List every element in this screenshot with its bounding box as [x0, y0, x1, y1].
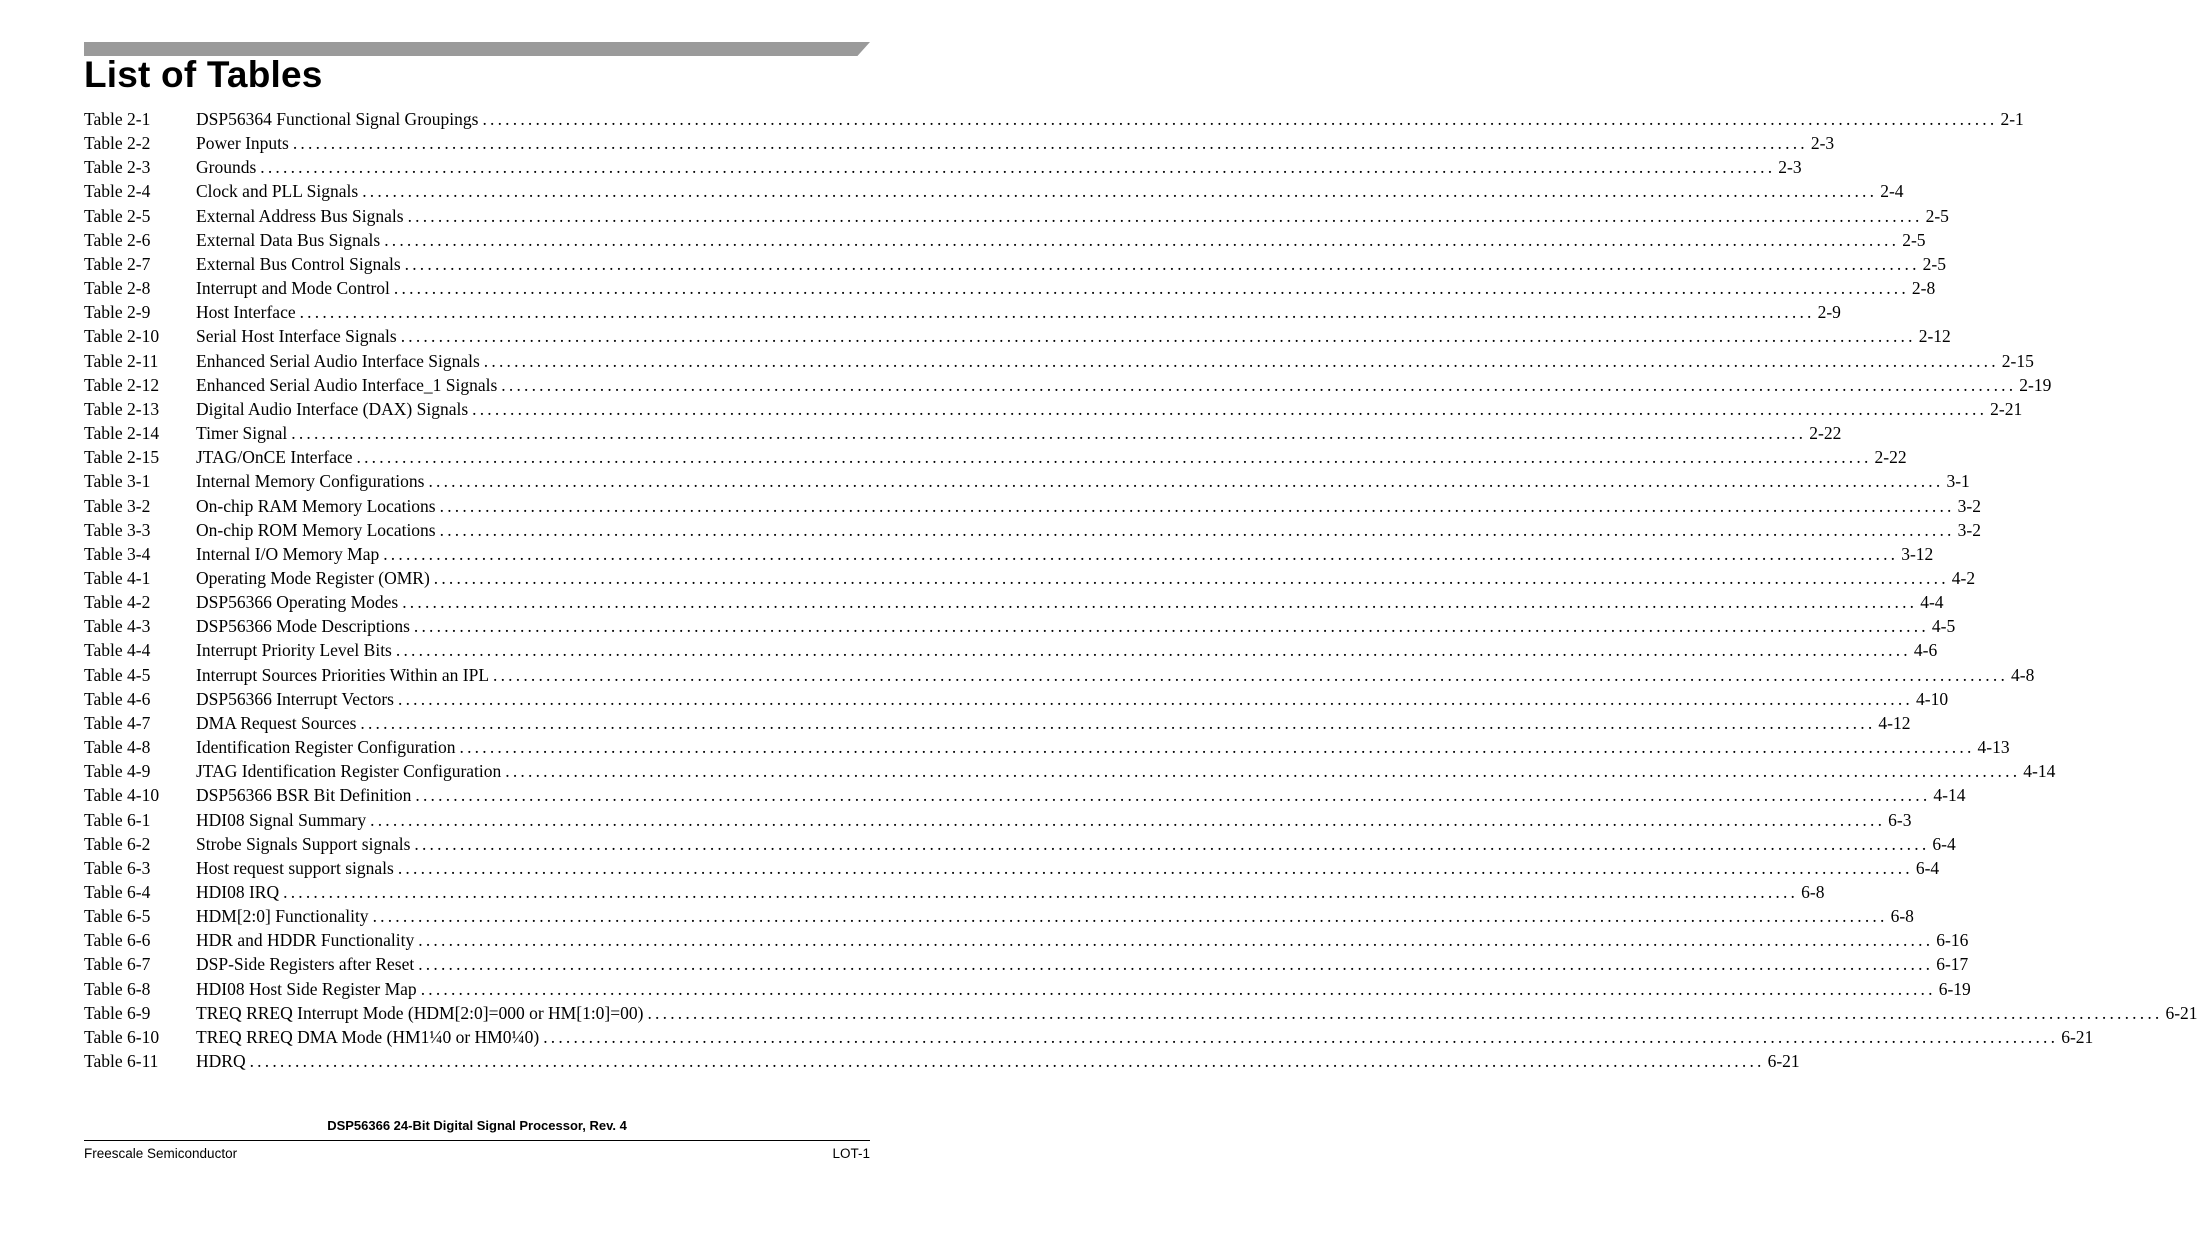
toc-entry-page: 3-12: [1901, 543, 1934, 564]
toc-entry-page: 4-5: [1931, 616, 1956, 637]
toc-entry-page: 4-10: [1916, 688, 1949, 709]
toc-entry-page: 6-21: [2061, 1026, 2094, 1047]
document-title: DSP56366 24-Bit Digital Signal Processor, Rev. 4: [327, 1118, 627, 1133]
toc-entry[interactable]: [84, 856, 1940, 880]
toc-entry[interactable]: [84, 735, 2010, 759]
toc-entry[interactable]: [84, 928, 1969, 952]
toc-entry[interactable]: [84, 421, 1842, 445]
dot-leader: ........................................................................................................................................................................................................: [372, 906, 1888, 927]
dot-leader: ........................................................................................................................................................................................................: [433, 567, 1949, 588]
toc-entry-page: 4-4: [1920, 592, 1944, 613]
toc-entry-page: 2-5: [1922, 253, 1946, 274]
toc-entry-title: Serial Host Interface Signals: [196, 326, 397, 347]
toc-entry-page: 3-2: [1957, 519, 1981, 540]
toc-entry[interactable]: [84, 566, 1976, 590]
toc-entry[interactable]: [84, 494, 1981, 518]
toc-entry-number: Table 2-8: [84, 278, 151, 299]
toc-entry-number: Table 3-4: [84, 543, 151, 564]
toc-entry-page: 4-13: [1977, 737, 2010, 758]
dot-leader: ........................................................................................................................................................................................................: [398, 688, 1913, 709]
toc-entry-title: Operating Mode Register (OMR): [196, 567, 430, 588]
footer-rule: [84, 1140, 870, 1141]
toc-entry-title: DSP56366 BSR Bit Definition: [196, 785, 412, 806]
toc-entry[interactable]: [84, 783, 1966, 807]
toc-entry[interactable]: [84, 324, 1951, 348]
dot-leader: ........................................................................................................................................................................................................: [384, 229, 1900, 250]
toc-entry-number: Table 4-8: [84, 737, 151, 758]
dot-leader: ........................................................................................................................................................................................................: [483, 350, 1999, 371]
toc-entry[interactable]: [84, 808, 1912, 832]
dot-leader: ........................................................................................................................................................................................................: [418, 954, 1934, 975]
toc-entry-number: Table 2-6: [84, 229, 151, 250]
toc-entry-number: Table 6-1: [84, 809, 151, 830]
toc-entry[interactable]: [84, 1025, 2094, 1049]
toc-entry-title: HDI08 IRQ: [196, 882, 280, 902]
toc-entry-page: 2-8: [1911, 278, 1936, 299]
dot-leader: ........................................................................................................................................................................................................: [420, 978, 1936, 999]
toc-entry-title: External Data Bus Signals: [196, 229, 381, 250]
dot-leader: ........................................................................................................................................................................................................: [543, 1026, 2059, 1047]
page-number: LOT-1: [832, 1146, 870, 1161]
toc-entry-title: TREQ RREQ Interrupt Mode (HDM[2:0]=000 or HM[1:0]=00): [196, 1002, 644, 1023]
toc-entry-page: 6-16: [1936, 930, 1969, 951]
toc-entry-title: Interrupt Sources Priorities Within an IPL: [196, 664, 490, 685]
dot-leader: ........................................................................................................................................................................................................: [249, 1051, 1765, 1072]
toc-entry-number: Table 6-3: [84, 857, 151, 878]
dot-leader: ........................................................................................................................................................................................................: [415, 785, 1931, 806]
toc-entry-page: 2-22: [1874, 447, 1907, 468]
toc-entry-page: 4-12: [1878, 712, 1911, 733]
dot-leader: ........................................................................................................................................................................................................: [393, 278, 1909, 299]
toc-entry-page: 3-2: [1957, 495, 1981, 516]
toc-entry-page: 2-15: [2001, 350, 2034, 371]
toc-entry-title: Grounds: [196, 157, 257, 178]
toc-entry-page: 2-19: [2019, 374, 2052, 395]
toc-entry-title: HDR and HDDR Functionality: [196, 930, 415, 951]
toc-entry-title: HDM[2:0] Functionality: [196, 906, 369, 927]
toc-entry[interactable]: [84, 832, 1956, 856]
dot-leader: ........................................................................................................................................................................................................: [291, 423, 1807, 444]
toc-entry[interactable]: [84, 1001, 2198, 1025]
dot-leader: ........................................................................................................................................................................................................: [400, 326, 1916, 347]
toc-entry-title: Strobe Signals Support signals: [196, 833, 411, 854]
toc-entry-number: Table 2-13: [84, 398, 160, 419]
dot-leader: ........................................................................................................................................................................................................: [260, 157, 1776, 178]
toc-entry-title: Host Interface: [196, 302, 296, 323]
toc-entry-page: 4-14: [1933, 785, 1966, 806]
toc-entry[interactable]: [84, 397, 2023, 421]
toc-entry-title: TREQ RREQ DMA Mode (HM1¼0 or HM0¼0): [196, 1026, 540, 1047]
toc-entry[interactable]: [84, 977, 1971, 1001]
toc-entry[interactable]: [84, 687, 1949, 711]
toc-entry-page: 6-8: [1801, 882, 1825, 902]
toc-entry-number: Table 3-3: [84, 519, 151, 540]
toc-entry-number: Table 4-9: [84, 761, 151, 782]
toc-entry-page: 2-4: [1880, 181, 1904, 202]
dot-leader: ........................................................................................................................................................................................................: [428, 471, 1944, 492]
toc-entry-title: Enhanced Serial Audio Interface_1 Signals: [196, 374, 498, 395]
toc-entry-page: 6-17: [1936, 954, 1969, 975]
toc-entry-number: Table 4-2: [84, 592, 151, 613]
dot-leader: ........................................................................................................................................................................................................: [439, 519, 1955, 540]
toc-entry[interactable]: [84, 952, 1969, 976]
toc-entry[interactable]: [84, 759, 2056, 783]
toc-entry[interactable]: [84, 252, 1946, 276]
toc-entry-title: DSP56366 Mode Descriptions: [196, 616, 410, 637]
toc-entry-title: Timer Signal: [196, 423, 288, 444]
toc-entry-number: Table 2-14: [84, 423, 160, 444]
dot-leader: ........................................................................................................................................................................................................: [414, 833, 1930, 854]
toc-entry-title: On-chip RAM Memory Locations: [196, 495, 436, 516]
toc-entry-title: Power Inputs: [196, 133, 289, 154]
toc-entry-title: Internal Memory Configurations: [196, 471, 425, 492]
dot-leader: ........................................................................................................................................................................................................: [395, 640, 1911, 661]
dot-leader: ........................................................................................................................................................................................................: [404, 253, 1920, 274]
toc-entry-page: 6-4: [1915, 857, 1940, 878]
toc-entry-title: JTAG/OnCE Interface: [196, 447, 353, 468]
toc-entry-number: Table 2-10: [84, 326, 160, 347]
toc-entry-number: Table 6-9: [84, 1002, 151, 1023]
toc-entry-page: 6-3: [1888, 809, 1912, 830]
toc-entry-number: Table 6-8: [84, 978, 151, 999]
dot-leader: ........................................................................................................................................................................................................: [356, 447, 1872, 468]
toc-entry[interactable]: [84, 880, 1825, 904]
page-title: List of Tables: [84, 54, 323, 95]
toc-entry-number: Table 2-15: [84, 447, 160, 468]
toc-entry-number: Table 4-4: [84, 640, 151, 661]
toc-entry-number: Table 2-7: [84, 253, 151, 274]
toc-entry[interactable]: [84, 518, 1981, 542]
toc-entry[interactable]: [84, 373, 2052, 397]
toc-entry-number: Table 3-1: [84, 471, 151, 492]
toc-entry-title: HDI08 Host Side Register Map: [196, 978, 417, 999]
toc-entry[interactable]: [84, 131, 1835, 155]
toc-entry-number: Table 2-11: [84, 350, 159, 371]
toc-entry-number: Table 4-1: [84, 567, 151, 588]
toc-entry-number: Table 6-7: [84, 954, 151, 975]
toc-entry[interactable]: [84, 349, 2034, 373]
dot-leader: ........................................................................................................................................................................................................: [439, 495, 1955, 516]
dot-leader: ........................................................................................................................................................................................................: [383, 543, 1899, 564]
toc-entry-number: Table 4-7: [84, 712, 151, 733]
toc-entry-page: 2-5: [1902, 229, 1926, 250]
toc-entry-page: 6-8: [1890, 906, 1914, 927]
toc-entry-number: Table 2-9: [84, 302, 151, 323]
toc-entry[interactable]: [84, 590, 1944, 614]
toc-entry-number: Table 6-4: [84, 882, 151, 902]
toc-entry-page: 2-5: [1925, 205, 1949, 226]
toc-entry-page: 2-12: [1918, 326, 1951, 347]
toc-entry-number: Table 3-2: [84, 495, 151, 516]
toc-entry-title: DSP56364 Functional Signal Groupings: [196, 109, 479, 129]
toc-entry[interactable]: [84, 542, 1934, 566]
dot-leader: ........................................................................................................................................................................................................: [397, 857, 1913, 878]
toc-entry-number: Table 4-3: [84, 616, 151, 637]
toc-entry-page: 2-21: [1990, 398, 2023, 419]
toc-entry-page: 2-9: [1817, 302, 1841, 323]
toc-entry[interactable]: [84, 204, 1949, 228]
dot-leader: ........................................................................................................................................................................................................: [299, 302, 1815, 323]
toc-entry-page: 3-1: [1946, 471, 1970, 492]
toc-entry-title: Host request support signals: [196, 857, 394, 878]
toc-entry-number: Table 4-5: [84, 664, 151, 685]
dot-leader: ........................................................................................................................................................................................................: [501, 374, 2017, 395]
dot-leader: ........................................................................................................................................................................................................: [402, 592, 1918, 613]
toc-entry[interactable]: [84, 638, 1938, 662]
toc-entry[interactable]: [84, 469, 1970, 493]
toc-entry-number: Table 6-10: [84, 1026, 160, 1047]
dot-leader: ........................................................................................................................................................................................................: [292, 133, 1808, 154]
dot-leader: ........................................................................................................................................................................................................: [407, 205, 1923, 226]
toc-entry-page: 6-4: [1932, 833, 1956, 854]
toc-entry[interactable]: [84, 276, 1936, 300]
toc-entry-title: External Bus Control Signals: [196, 253, 401, 274]
dot-leader: ........................................................................................................................................................................................................: [472, 398, 1988, 419]
toc-entry-title: Interrupt Priority Level Bits: [196, 640, 392, 661]
toc-entry-number: Table 6-2: [84, 833, 151, 854]
toc-entry[interactable]: [84, 107, 2024, 131]
toc-entry-page: 2-3: [1778, 157, 1802, 178]
toc-entry-number: Table 4-6: [84, 688, 151, 709]
company-name: Freescale Semiconductor: [84, 1146, 238, 1161]
dot-leader: ........................................................................................................................................................................................................: [647, 1002, 2163, 1023]
dot-leader: ........................................................................................................................................................................................................: [505, 761, 2021, 782]
toc-entry[interactable]: [84, 904, 1914, 928]
toc-entry-number: Table 6-5: [84, 906, 151, 927]
dot-leader: ........................................................................................................................................................................................................: [459, 737, 1975, 758]
toc-entry-page: 2-1: [2000, 109, 2024, 129]
toc-entry-page: 4-14: [2023, 761, 2056, 782]
toc-entry-page: 4-8: [2011, 664, 2035, 685]
toc-entry[interactable]: [84, 155, 1802, 179]
toc-entry-number: Table 2-12: [84, 374, 160, 395]
toc-entry-title: Interrupt and Mode Control: [196, 278, 390, 299]
toc-entry-page: 2-22: [1809, 423, 1842, 444]
toc-entry[interactable]: [84, 445, 1907, 469]
dot-leader: ........................................................................................................................................................................................................: [362, 181, 1878, 202]
toc-entry-title: DSP56366 Interrupt Vectors: [196, 688, 394, 709]
dot-leader: ........................................................................................................................................................................................................: [283, 882, 1799, 902]
toc-entry[interactable]: [84, 1049, 1800, 1073]
toc-entry-number: Table 4-10: [84, 785, 160, 806]
dot-leader: ........................................................................................................................................................................................................: [493, 664, 2009, 685]
toc-entry-number: Table 6-11: [84, 1051, 159, 1072]
toc-entry-page: 2-3: [1810, 133, 1835, 154]
toc-entry-title: Digital Audio Interface (DAX) Signals: [196, 398, 469, 419]
dot-leader: ........................................................................................................................................................................................................: [370, 809, 1886, 830]
toc-entry-page: 6-21: [1767, 1051, 1800, 1072]
table-list: [84, 107, 2198, 1073]
toc-entry-title: HDRQ: [196, 1051, 246, 1072]
toc-entry-number: Table 2-5: [84, 205, 151, 226]
dot-leader: ........................................................................................................................................................................................................: [418, 930, 1934, 951]
dot-leader: ........................................................................................................................................................................................................: [482, 109, 1998, 129]
dot-leader: ........................................................................................................................................................................................................: [413, 616, 1929, 637]
toc-entry-page: 4-6: [1913, 640, 1938, 661]
toc-entry-title: DSP-Side Registers after Reset: [196, 954, 415, 975]
toc-entry-page: 6-21: [2165, 1002, 2198, 1023]
toc-entry-title: JTAG Identification Register Configuration: [196, 761, 502, 782]
toc-entry[interactable]: [84, 614, 1956, 638]
toc-entry[interactable]: [84, 711, 1911, 735]
toc-entry-page: 6-19: [1938, 978, 1971, 999]
toc-entry-page: 4-2: [1951, 567, 1976, 588]
toc-entry[interactable]: [84, 663, 2035, 687]
toc-entry-number: Table 2-1: [84, 109, 151, 129]
toc-entry-title: On-chip ROM Memory Locations: [196, 519, 436, 540]
toc-entry-title: Clock and PLL Signals: [196, 181, 359, 202]
toc-entry-number: Table 2-2: [84, 133, 151, 154]
toc-entry[interactable]: [84, 300, 1841, 324]
toc-entry-title: DMA Request Sources: [196, 712, 357, 733]
dot-leader: ........................................................................................................................................................................................................: [360, 712, 1876, 733]
toc-entry-number: Table 6-6: [84, 930, 151, 951]
toc-entry-number: Table 2-3: [84, 157, 151, 178]
toc-entry-title: DSP56366 Operating Modes: [196, 592, 399, 613]
toc-entry[interactable]: [84, 179, 1904, 203]
toc-entry-title: Identification Register Configuration: [196, 737, 456, 758]
toc-entry-title: Internal I/O Memory Map: [196, 543, 380, 564]
toc-entry-title: External Address Bus Signals: [196, 205, 404, 226]
toc-entry-title: Enhanced Serial Audio Interface Signals: [196, 350, 480, 371]
toc-entry-number: Table 2-4: [84, 181, 151, 202]
toc-entry-title: HDI08 Signal Summary: [196, 809, 367, 830]
toc-entry[interactable]: [84, 228, 1926, 252]
